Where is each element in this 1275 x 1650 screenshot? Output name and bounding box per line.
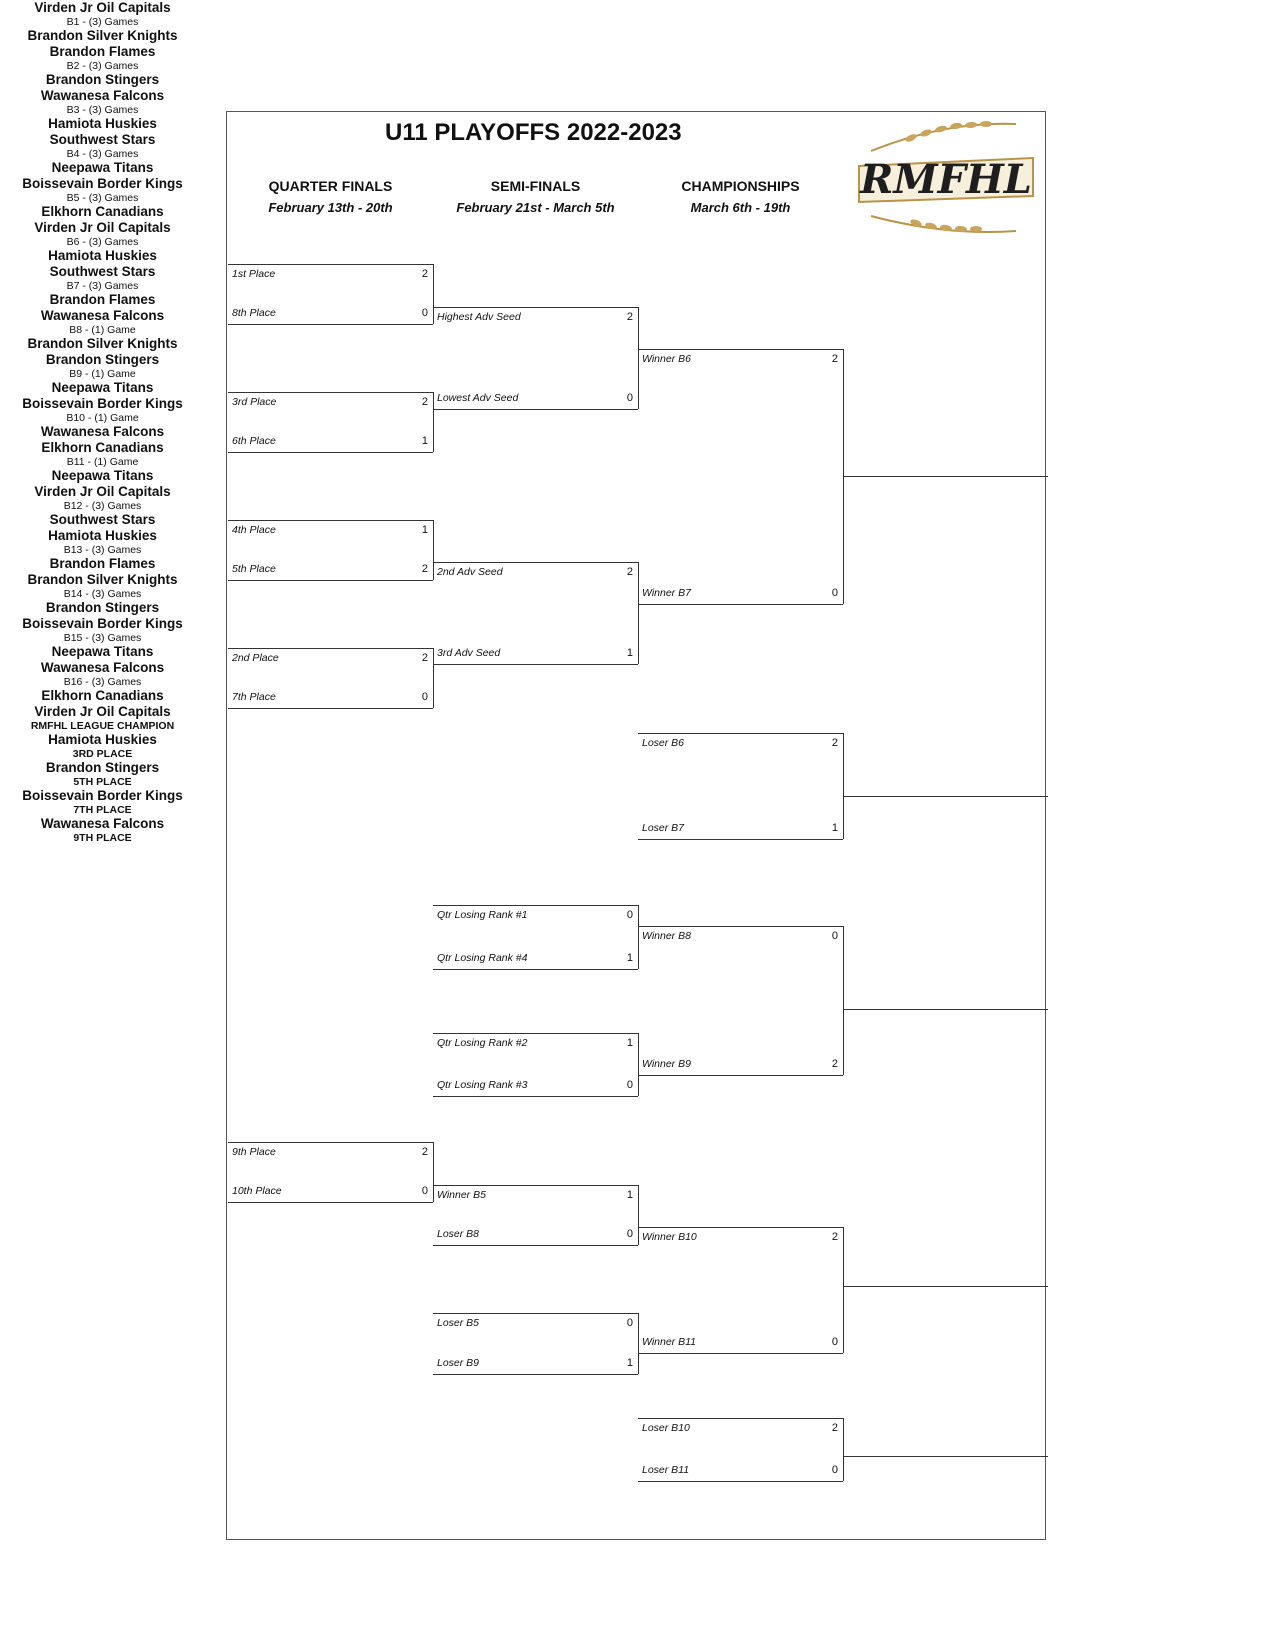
- b11-top-seed: Loser B5: [437, 1317, 480, 1329]
- b3-bottom-score: 2: [421, 563, 428, 575]
- column-dates-championships: March 6th - 19th: [690, 200, 791, 215]
- column-dates-quarter-finals: February 13th - 20th: [268, 200, 393, 215]
- b8-bottom-line: [433, 969, 638, 970]
- b8-bottom-score: 1: [626, 952, 633, 964]
- third-result-team: Hamiota Huskies: [48, 732, 157, 747]
- b5-top-line: [228, 1142, 433, 1143]
- b12-bottom-score: 0: [831, 587, 838, 599]
- b16-bottom-line: [638, 1481, 843, 1482]
- b7-top-line: [433, 562, 638, 563]
- b6-top-team: Virden Jr Oil Capitals: [34, 220, 171, 235]
- b14-bottom-score: 2: [831, 1058, 838, 1070]
- b4-bottom-seed: 7th Place: [232, 691, 276, 703]
- b11-bottom-team: Neepawa Titans: [51, 468, 154, 483]
- b9-right-line: [638, 1033, 639, 1096]
- b1-top-team: Virden Jr Oil Capitals: [34, 0, 171, 15]
- champion-result-label: RMFHL LEAGUE CHAMPION: [30, 720, 175, 732]
- b1-top-line: [228, 264, 433, 265]
- b3-bottom-line: [228, 580, 433, 581]
- third-result-label: 3RD PLACE: [72, 748, 133, 760]
- b2-bottom-score: 1: [421, 435, 428, 447]
- b14-top-score: 0: [831, 930, 838, 942]
- b7-top-team: Southwest Stars: [49, 264, 156, 279]
- b1-bottom-line: [228, 324, 433, 325]
- b7-bottom-seed: 3rd Adv Seed: [437, 647, 501, 659]
- column-heading-semi-finals: SEMI-FINALS: [490, 178, 581, 194]
- b13-top-line: [638, 733, 843, 734]
- b2-top-line: [228, 392, 433, 393]
- b6-game-label: B6 - (3) Games: [66, 236, 139, 248]
- b6-right-line: [638, 307, 639, 409]
- b4-game-label: B4 - (3) Games: [66, 148, 139, 160]
- b7-bottom-team: Brandon Flames: [49, 292, 156, 307]
- b14-top-seed: Winner B8: [642, 930, 691, 942]
- b10-bottom-score: 0: [626, 1228, 633, 1240]
- b16-bottom-team: Elkhorn Canadians: [41, 688, 164, 703]
- b2-bottom-team: Brandon Stingers: [45, 72, 160, 87]
- b13-top-score: 2: [831, 737, 838, 749]
- b3-game-label: B3 - (3) Games: [66, 104, 139, 116]
- b6-bottom-seed: Lowest Adv Seed: [437, 392, 519, 404]
- b1-game-label: B1 - (3) Games: [66, 16, 139, 28]
- b6-bottom-score: 0: [626, 392, 633, 404]
- b6-top-line: [433, 307, 638, 308]
- b10-right-line: [638, 1185, 639, 1245]
- b11-top-team: Elkhorn Canadians: [41, 440, 164, 455]
- page-title: U11 PLAYOFFS 2022-2023: [385, 119, 682, 146]
- b14-top-team: Brandon Silver Knights: [27, 572, 178, 587]
- b9-top-line: [433, 1033, 638, 1034]
- bracket-sheet: [226, 111, 1046, 1540]
- b5-top-team: Boissevain Border Kings: [22, 176, 183, 191]
- b12-top-team: Virden Jr Oil Capitals: [34, 484, 171, 499]
- b12-top-seed: Winner B6: [642, 353, 691, 365]
- b10-bottom-line: [433, 1245, 638, 1246]
- b5-top-score: 2: [421, 1146, 428, 1158]
- b4-bottom-team: Neepawa Titans: [51, 160, 154, 175]
- b9-bottom-score: 0: [626, 1079, 633, 1091]
- b2-bottom-seed: 6th Place: [232, 435, 276, 447]
- b5-bottom-seed: 10th Place: [232, 1185, 282, 1197]
- b9-bottom-seed: Qtr Losing Rank #3: [437, 1079, 528, 1091]
- svg-text:RMFHL: RMFHL: [860, 156, 1032, 203]
- column-dates-semi-finals: February 21st - March 5th: [456, 200, 615, 215]
- b12-bottom-line: [638, 604, 843, 605]
- fifth-result-label: 5TH PLACE: [73, 776, 132, 788]
- b14-bottom-line: [638, 1075, 843, 1076]
- b5-bottom-line: [228, 1202, 433, 1203]
- b7-bottom-line: [433, 664, 638, 665]
- b10-bottom-team: Wawanesa Falcons: [40, 424, 165, 439]
- b2-top-seed: 3rd Place: [232, 396, 277, 408]
- b12-top-score: 2: [831, 353, 838, 365]
- b11-top-score: 0: [626, 1317, 633, 1329]
- fifth-result-line: [843, 1009, 1048, 1010]
- b15-bottom-line: [638, 1353, 843, 1354]
- b2-game-label: B2 - (3) Games: [66, 60, 139, 72]
- b7-top-score: 2: [626, 566, 633, 578]
- b9-bottom-team: Neepawa Titans: [51, 380, 154, 395]
- third-result-line: [843, 796, 1048, 797]
- column-heading-quarter-finals: QUARTER FINALS: [268, 178, 393, 194]
- b15-game-label: B15 - (3) Games: [63, 632, 142, 644]
- b15-bottom-team: Neepawa Titans: [51, 644, 154, 659]
- b9-top-team: Brandon Stingers: [45, 352, 160, 367]
- b13-top-seed: Loser B6: [642, 737, 685, 749]
- column-heading-championships: CHAMPIONSHIPS: [681, 178, 800, 194]
- b5-right-line: [433, 1142, 434, 1202]
- b13-right-line: [843, 733, 844, 839]
- b14-bottom-team: Brandon Stingers: [45, 600, 160, 615]
- b15-top-team: Boissevain Border Kings: [22, 616, 183, 631]
- b2-bottom-line: [228, 452, 433, 453]
- b3-top-line: [228, 520, 433, 521]
- b8-top-seed: Qtr Losing Rank #1: [437, 909, 528, 921]
- b15-right-line: [843, 1227, 844, 1353]
- champion-result-team: Virden Jr Oil Capitals: [34, 704, 171, 719]
- b2-top-team: Brandon Flames: [49, 44, 156, 59]
- b1-bottom-team: Brandon Silver Knights: [27, 28, 178, 43]
- b11-top-line: [433, 1313, 638, 1314]
- b10-top-seed: Winner B5: [437, 1189, 486, 1201]
- b8-top-line: [433, 905, 638, 906]
- b9-top-seed: Qtr Losing Rank #2: [437, 1037, 528, 1049]
- b6-top-seed: Highest Adv Seed: [437, 311, 521, 323]
- b12-game-label: B12 - (3) Games: [63, 500, 142, 512]
- b15-top-score: 2: [831, 1231, 838, 1243]
- b16-top-team: Wawanesa Falcons: [40, 660, 165, 675]
- b1-bottom-seed: 8th Place: [232, 307, 276, 319]
- b16-top-score: 2: [831, 1422, 838, 1434]
- b13-top-team: Hamiota Huskies: [48, 528, 157, 543]
- b11-right-line: [638, 1313, 639, 1374]
- b7-top-seed: 2nd Adv Seed: [437, 566, 503, 578]
- b12-top-line: [638, 349, 843, 350]
- b11-bottom-seed: Loser B9: [437, 1357, 480, 1369]
- b8-right-line: [638, 905, 639, 969]
- b1-top-seed: 1st Place: [232, 268, 276, 280]
- b8-top-team: Wawanesa Falcons: [40, 308, 165, 323]
- b14-bottom-seed: Winner B9: [642, 1058, 691, 1070]
- b2-right-line: [433, 392, 434, 452]
- champion-result-line: [843, 476, 1048, 477]
- b4-top-team: Southwest Stars: [49, 132, 156, 147]
- b4-top-seed: 2nd Place: [232, 652, 279, 664]
- b16-top-line: [638, 1418, 843, 1419]
- b7-right-line: [638, 562, 639, 664]
- b9-top-score: 1: [626, 1037, 633, 1049]
- b3-bottom-seed: 5th Place: [232, 563, 276, 575]
- b12-bottom-team: Southwest Stars: [49, 512, 156, 527]
- b4-top-line: [228, 648, 433, 649]
- b9-game-label: B9 - (1) Game: [69, 368, 136, 380]
- b10-top-line: [433, 1185, 638, 1186]
- b16-top-seed: Loser B10: [642, 1422, 690, 1434]
- b6-top-score: 2: [626, 311, 633, 323]
- b13-game-label: B13 - (3) Games: [63, 544, 142, 556]
- b4-bottom-line: [228, 708, 433, 709]
- b3-right-line: [433, 520, 434, 580]
- seventh-result-label: 7TH PLACE: [73, 804, 132, 816]
- b16-game-label: B16 - (3) Games: [63, 676, 142, 688]
- b13-bottom-line: [638, 839, 843, 840]
- b10-game-label: B10 - (1) Game: [66, 412, 139, 424]
- b1-bottom-score: 0: [421, 307, 428, 319]
- b1-right-line: [433, 264, 434, 324]
- b15-top-line: [638, 1227, 843, 1228]
- b5-game-label: B5 - (3) Games: [66, 192, 139, 204]
- b14-right-line: [843, 926, 844, 1075]
- ninth-result-line: [843, 1456, 1048, 1457]
- b13-bottom-score: 1: [831, 822, 838, 834]
- fifth-result-team: Brandon Stingers: [45, 760, 160, 775]
- ninth-result-team: Wawanesa Falcons: [40, 816, 165, 831]
- b2-top-score: 2: [421, 396, 428, 408]
- seventh-result-team: Boissevain Border Kings: [22, 788, 183, 803]
- b8-game-label: B8 - (1) Game: [69, 324, 136, 336]
- b11-bottom-score: 1: [626, 1357, 633, 1369]
- b1-top-score: 2: [421, 268, 428, 280]
- b5-bottom-score: 0: [421, 1185, 428, 1197]
- b12-bottom-seed: Winner B7: [642, 587, 691, 599]
- b3-top-seed: 4th Place: [232, 524, 276, 536]
- b13-bottom-team: Brandon Flames: [49, 556, 156, 571]
- b5-top-seed: 9th Place: [232, 1146, 276, 1158]
- b6-bottom-team: Hamiota Huskies: [48, 248, 157, 263]
- b7-game-label: B7 - (3) Games: [66, 280, 139, 292]
- b10-bottom-seed: Loser B8: [437, 1228, 480, 1240]
- b8-bottom-seed: Qtr Losing Rank #4: [437, 952, 528, 964]
- b11-bottom-line: [433, 1374, 638, 1375]
- b4-bottom-score: 0: [421, 691, 428, 703]
- b8-top-score: 0: [626, 909, 633, 921]
- b7-bottom-score: 1: [626, 647, 633, 659]
- rmfhl-logo: [851, 116, 1041, 236]
- b10-top-score: 1: [626, 1189, 633, 1201]
- b15-top-seed: Winner B10: [642, 1231, 697, 1243]
- b3-top-team: Wawanesa Falcons: [40, 88, 165, 103]
- seventh-result-line: [843, 1286, 1048, 1287]
- b14-game-label: B14 - (3) Games: [63, 588, 142, 600]
- b3-top-score: 1: [421, 524, 428, 536]
- b4-top-score: 2: [421, 652, 428, 664]
- b15-bottom-score: 0: [831, 1336, 838, 1348]
- b6-bottom-line: [433, 409, 638, 410]
- b5-bottom-team: Elkhorn Canadians: [41, 204, 164, 219]
- b9-bottom-line: [433, 1096, 638, 1097]
- b16-bottom-seed: Loser B11: [642, 1464, 690, 1476]
- b13-bottom-seed: Loser B7: [642, 822, 685, 834]
- b14-top-line: [638, 926, 843, 927]
- b10-top-team: Boissevain Border Kings: [22, 396, 183, 411]
- b11-game-label: B11 - (1) Game: [66, 456, 139, 468]
- b15-bottom-seed: Winner B11: [642, 1336, 696, 1348]
- ninth-result-label: 9TH PLACE: [73, 832, 132, 844]
- b3-bottom-team: Hamiota Huskies: [48, 116, 157, 131]
- b16-bottom-score: 0: [831, 1464, 838, 1476]
- b4-right-line: [433, 648, 434, 708]
- b8-bottom-team: Brandon Silver Knights: [27, 336, 178, 351]
- b16-right-line: [843, 1418, 844, 1481]
